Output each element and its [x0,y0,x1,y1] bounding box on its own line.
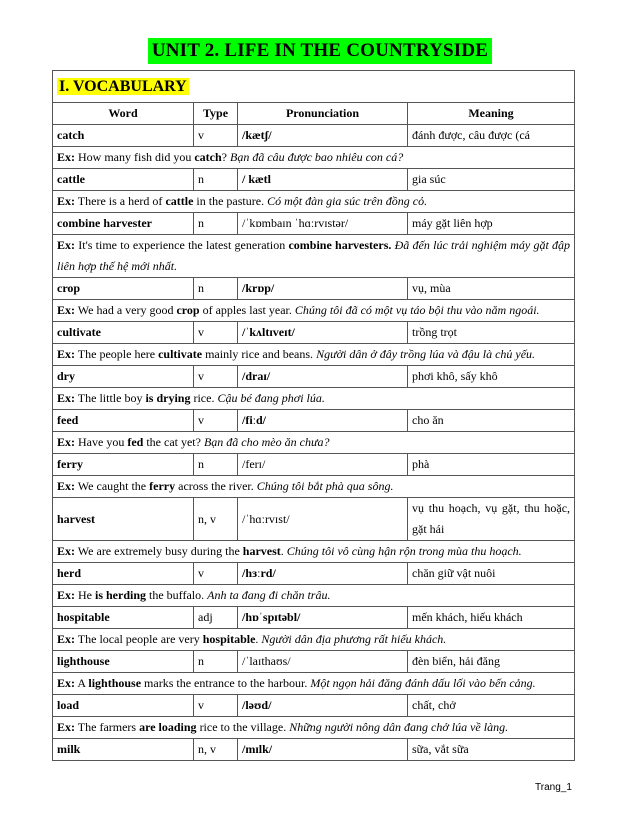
type-cell: n [194,169,238,191]
type-cell: v [194,410,238,432]
word-row [53,322,575,344]
type-cell: v [194,125,238,147]
meaning-cell: sữa, vắt sữa [408,739,575,761]
word-row [53,498,575,541]
word-cell: cattle [53,169,194,191]
example-cell [53,147,575,169]
pronunciation-cell: /ˈkɒmbaɪn ˈhɑːrvɪstər/ [238,213,408,235]
example-keyword: catch [194,150,222,164]
type-cell: v [194,366,238,388]
word-row [53,213,575,235]
example-translation: Anh ta đang đi chăn trâu. [207,588,331,602]
pronunciation-cell: / kætl [238,169,408,191]
example-cell [53,432,575,454]
pronunciation-cell: /ferɪ/ [238,454,408,476]
word-row [53,695,575,717]
example-row [53,476,575,498]
example-text: We had a very good [77,303,177,317]
word-row [53,366,575,388]
example-cell [53,476,575,498]
example-text-post: marks the entrance to the harbour. [141,676,311,690]
type-cell: n, v [194,739,238,761]
example-text-post: . [280,544,287,558]
example-translation: Bạn đã câu được bao nhiêu con cá? [229,150,404,164]
example-label: Ex: [57,303,75,317]
example-label: Ex: [57,435,75,449]
word-cell: milk [53,739,194,761]
pronunciation-cell: /ləʊd/ [238,695,408,717]
word-cell: catch [53,125,194,147]
example-translation: Chúng tôi vô cùng hận rộn trong mùa thu hoạch. [286,544,522,558]
example-keyword: hospitable [202,632,256,646]
example-label: Ex: [57,194,75,208]
example-text: The farmers [77,720,140,734]
meaning-cell: gia súc [408,169,575,191]
example-text: It's time to experience the latest generation [78,238,289,252]
example-row [53,541,575,563]
example-keyword: crop [176,303,200,317]
header-word: Word [53,103,194,125]
word-cell: dry [53,366,194,388]
example-translation: Một ngọn hải đăng đánh dấu lối vào bến cảng. [310,676,536,690]
word-cell: hospitable [53,607,194,629]
example-cell [53,191,575,213]
section-row [53,71,575,103]
example-cell [53,585,575,607]
example-cell [53,235,575,278]
pronunciation-cell: /fiːd/ [238,410,408,432]
example-text: He [78,588,95,602]
example-cell [53,344,575,366]
example-text: How many fish did you [78,150,195,164]
example-label: Ex: [57,150,75,164]
example-text-post: ? [221,150,230,164]
example-keyword: harvest [242,544,281,558]
pronunciation-cell: /draɪ/ [238,366,408,388]
example-text: We are extremely busy during the [77,544,243,558]
word-row [53,739,575,761]
example-translation: Cậu bé đang phơi lúa. [217,391,325,405]
word-row [53,454,575,476]
example-row [53,717,575,739]
example-text-post: rice. [190,391,218,405]
example-cell [53,541,575,563]
word-cell: combine harvester [53,213,194,235]
word-cell: load [53,695,194,717]
example-label: Ex: [57,720,75,734]
word-cell: feed [53,410,194,432]
example-text-post: of apples last year. [199,303,295,317]
header-type: Type [194,103,238,125]
example-keyword: cultivate [158,347,203,361]
example-keyword: cattle [165,194,194,208]
example-row [53,629,575,651]
type-cell: n, v [194,498,238,541]
example-cell [53,629,575,651]
example-text-post: across the river. [175,479,257,493]
example-translation: Người dân địa phương rất hiếu khách. [261,632,447,646]
pronunciation-cell: /mɪlk/ [238,739,408,761]
word-row [53,651,575,673]
example-cell [53,300,575,322]
example-row [53,673,575,695]
example-keyword: are loading [139,720,197,734]
page-number: Trang_1 [535,782,572,793]
example-translation: Có một đàn gia súc trên đồng cỏ. [267,194,428,208]
example-keyword: ferry [149,479,176,493]
example-keyword: fed [127,435,144,449]
word-row [53,125,575,147]
section-heading: I. VOCABULARY [59,77,187,95]
header-meaning: Meaning [408,103,575,125]
type-cell: adj [194,607,238,629]
example-text: The little boy [77,391,146,405]
example-text: We caught the [77,479,150,493]
example-keyword: combine harvesters. [288,238,392,252]
pronunciation-cell: /ˈkʌltɪveɪt/ [238,322,408,344]
example-text: There is a herd of [77,194,166,208]
type-cell: n [194,454,238,476]
word-row [53,410,575,432]
example-row [53,388,575,410]
meaning-cell: phà [408,454,575,476]
example-row [53,147,575,169]
example-label: Ex: [57,391,75,405]
word-row [53,563,575,585]
meaning-cell: chất, chở [408,695,575,717]
meaning-cell: đèn biển, hải đăng [408,651,575,673]
type-cell: v [194,695,238,717]
type-cell: n [194,651,238,673]
example-cell [53,673,575,695]
example-translation: Chúng tôi đã có một vụ táo bội thu vào năm ngoái. [294,303,540,317]
type-cell: v [194,322,238,344]
word-cell: cultivate [53,322,194,344]
example-cell [53,388,575,410]
vocabulary-table [52,70,575,761]
example-text: The people here [77,347,159,361]
word-cell: herd [53,563,194,585]
example-translation: Người dân ở đây trồng lúa và đậu là chủ yếu. [316,347,536,361]
pronunciation-cell: /kætʃ/ [238,125,408,147]
word-row [53,278,575,300]
word-cell: lighthouse [53,651,194,673]
example-keyword: is herding [95,588,147,602]
example-text-post: rice to the village. [196,720,290,734]
pronunciation-cell: /ˈhɑːrvɪst/ [238,498,408,541]
example-label: Ex: [57,632,75,646]
example-text-post: . [255,632,262,646]
type-cell: n [194,213,238,235]
meaning-cell: chăn giữ vật nuôi [408,563,575,585]
example-text: The local people are very [77,632,203,646]
example-text: Have you [78,435,128,449]
example-row [53,300,575,322]
unit-title: UNIT 2. LIFE IN THE COUNTRYSIDE [148,38,492,64]
example-label: Ex: [57,479,75,493]
example-label: Ex: [57,544,75,558]
example-text-post: the cat yet? [143,435,204,449]
type-cell: n [194,278,238,300]
header-row [53,103,575,125]
meaning-cell: đánh được, câu được (cá [408,125,575,147]
example-translation: Những người nông dân đang chở lúa về làng. [289,720,509,734]
example-text-post: in the pasture. [193,194,268,208]
example-row [53,432,575,454]
example-row [53,191,575,213]
example-translation: Bạn đã cho mèo ăn chưa? [203,435,330,449]
meaning-cell: phơi khô, sấy khô [408,366,575,388]
example-row [53,585,575,607]
example-label: Ex: [57,676,75,690]
meaning-cell: mến khách, hiếu khách [408,607,575,629]
meaning-cell: vụ, mùa [408,278,575,300]
title-wrap [0,38,640,64]
example-label: Ex: [57,238,75,252]
meaning-cell: vụ thu hoạch, vụ gặt, thu hoặc, gặt hái [408,498,575,541]
pronunciation-cell: /hɒˈspɪtəbl/ [238,607,408,629]
example-cell [53,717,575,739]
example-text-post: mainly rice and beans. [202,347,317,361]
example-translation: Đã đến lúc trải nghiệm máy gặt đập liên hợp thế hệ mới nhất. [57,238,571,273]
example-label: Ex: [57,347,75,361]
example-keyword: is drying [145,391,191,405]
example-row [53,235,575,278]
example-row [53,344,575,366]
meaning-cell: cho ăn [408,410,575,432]
example-keyword: lighthouse [88,676,142,690]
type-cell: v [194,563,238,585]
word-cell: ferry [53,454,194,476]
meaning-cell: trồng trọt [408,322,575,344]
word-cell: harvest [53,498,194,541]
example-label: Ex: [57,588,75,602]
pronunciation-cell: /krɒp/ [238,278,408,300]
word-row [53,607,575,629]
example-text: A [77,676,89,690]
meaning-cell: máy gặt liên hợp [408,213,575,235]
pronunciation-cell: /ˈlaɪthaʊs/ [238,651,408,673]
pronunciation-cell: /hɜːrd/ [238,563,408,585]
header-pronunciation: Pronunciation [238,103,408,125]
example-translation: Chúng tôi bắt phà qua sông. [256,479,394,493]
word-cell: crop [53,278,194,300]
example-text-post: the buffalo. [146,588,208,602]
word-row [53,169,575,191]
